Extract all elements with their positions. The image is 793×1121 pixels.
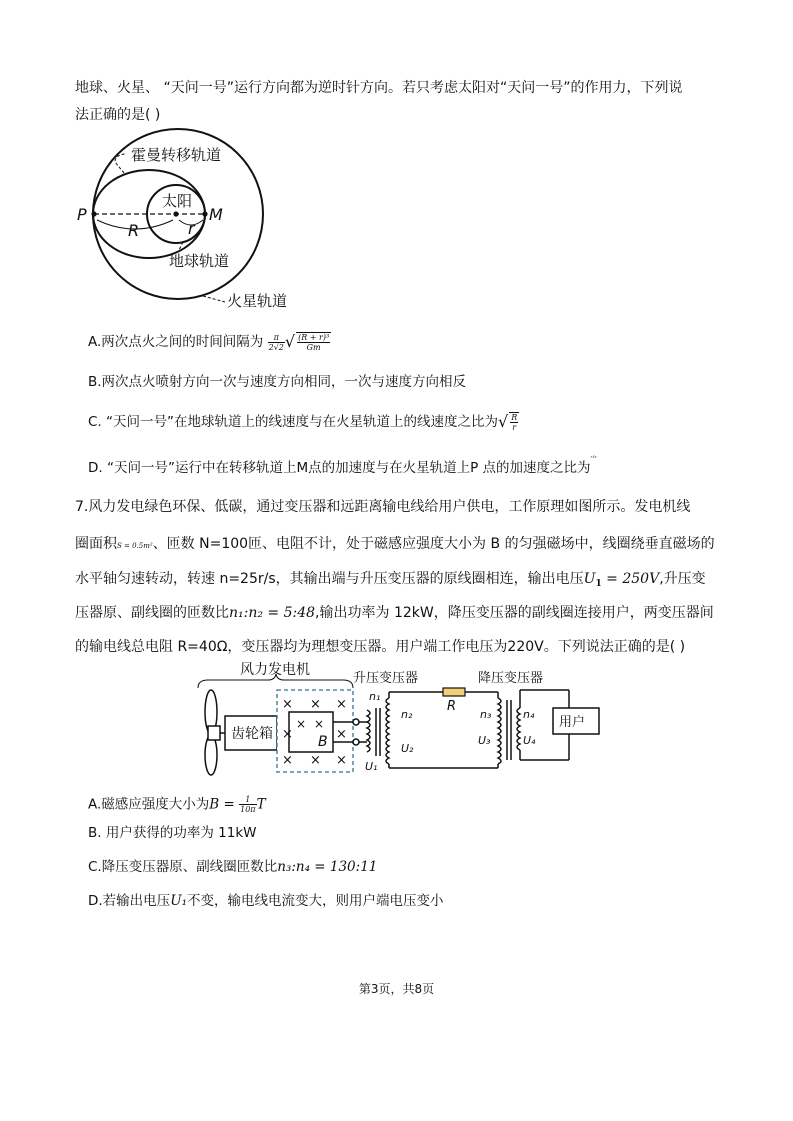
q7-option-d: D.若输出电压U₁不变，输电线电流变大，则用户端电压变小 [88, 893, 444, 909]
q6-option-c: C. “天问一号”在地球轨道上的线速度与在火星轨道上的线速度之比为√ $\frac{R}{r}$ [88, 412, 518, 432]
q6-option-d [88, 450, 597, 477]
point-M [202, 211, 207, 216]
q7-line3: 水平轴匀速转动，转速 n=25r/s，其输出端与升压变压器的原线圈相连，输出电压$U_1 = 250V$,升压变 [75, 571, 706, 589]
q6-option-b: B.两次点火喷射方向一次与速度方向相同，一次与速度方向相反 [88, 374, 467, 390]
label-sun: 太阳 [162, 192, 193, 210]
q6-option-a: A.两次点火之间的时间间隔为 $\frac{\pi}{2√2}$ √ $\frac{\text{(R + r)³}}{Gm}$ [88, 332, 330, 352]
label-U3: U₃ [478, 734, 491, 747]
label-U1: U₁ [365, 760, 378, 773]
q6-option-a-fraction: $\frac{\pi}{2√2}$ [268, 332, 284, 352]
label-R: R [447, 699, 457, 714]
label-n1: n₁ [369, 690, 381, 703]
label-R: R [128, 221, 140, 240]
svg-text:×: × [282, 727, 293, 742]
q6-option-d-text: D. “天问一号”运行中在转移轨道上M点的加速度与在火星轨道上P 点的加速度之比为 [88, 460, 591, 476]
label-mars-orbit: 火星轨道 [227, 292, 288, 310]
q6-stem-line1: 地球、火星、 “天问一号”运行方向都为逆时针方向。若只考虑太阳对“天问一号”的作用力，下列说 [75, 80, 683, 96]
sun-center [173, 211, 178, 216]
q7-line5: 的输电线总电阻 R=40Ω，变压器均为理想变压器。用户端工作电压为220V。下列说法正确的是( ) [75, 639, 686, 655]
q7-option-c: C.降压变压器原、副线圈匝数比n₃:n₄ = 130:11 [88, 859, 378, 875]
label-M: M [209, 205, 223, 224]
label-n3: n₃ [480, 708, 492, 721]
hohmann-transfer-orbit [93, 170, 205, 258]
label-user: 用户 [559, 715, 586, 730]
label-step-down: 降压变压器 [478, 671, 544, 686]
q7-line4: 压器原、副线圈的匝数比n₁:n₂ = 5:48,输出功率为 12kW，降压变压器的副线圈连接用户，两变压器间 [75, 605, 714, 621]
svg-text:×: × [336, 753, 347, 768]
label-r: r [188, 219, 195, 238]
label-P: P [77, 205, 87, 224]
label-U2: U₂ [401, 742, 414, 755]
label-earth-orbit: 地球轨道 [169, 252, 230, 270]
svg-text:×: × [336, 727, 347, 742]
svg-text:×: × [296, 717, 307, 731]
label-hohmann: 霍曼转移轨道 [131, 146, 222, 164]
label-n4: n₄ [523, 708, 535, 721]
q6-option-a-text: A.两次点火之间的时间间隔为 [88, 334, 264, 350]
svg-text:×: × [336, 697, 347, 712]
svg-text:×: × [314, 717, 325, 731]
label-step-up: 升压变压器 [353, 671, 419, 686]
label-n2: n₂ [401, 708, 413, 721]
label-generator: 风力发电机 [240, 662, 310, 678]
circuit-diagram [193, 660, 613, 780]
svg-text:×: × [282, 753, 293, 768]
label-gearbox: 齿轮箱 [231, 726, 273, 742]
point-P [91, 211, 96, 216]
page-footer: 第3页，共8页 [358, 982, 435, 996]
svg-text:×: × [310, 697, 321, 712]
q7-option-a: A.磁感应强度大小为B = $\frac{1}{10\pi}$ T [88, 795, 266, 814]
svg-text:×: × [310, 753, 321, 768]
q6-option-d-tail: ʳ¹ʳ [590, 455, 598, 462]
q7-line1: 7.风力发电绿色环保、低碳，通过变压器和远距离输电线给用户供电，工作原理如图所示。发电机线 [75, 499, 691, 515]
q7-line2: 圈面积S = 0.5m²、匝数 N=100匝、电阻不计，处于磁感应强度大小为 B 的匀强磁场中，线圈绕垂直磁场的 [75, 536, 715, 552]
orbit-diagram [75, 128, 305, 313]
q6-option-c-text: C. “天问一号”在地球轨道上的线速度与在火星轨道上的线速度之比为 [88, 414, 498, 430]
svg-text:×: × [282, 697, 293, 712]
label-U4: U₄ [523, 734, 536, 747]
q7-option-b: B. 用户获得的功率为 11kW [88, 825, 257, 841]
q6-stem-line2: 法正确的是( ) [75, 107, 161, 123]
label-B: B [318, 734, 328, 750]
